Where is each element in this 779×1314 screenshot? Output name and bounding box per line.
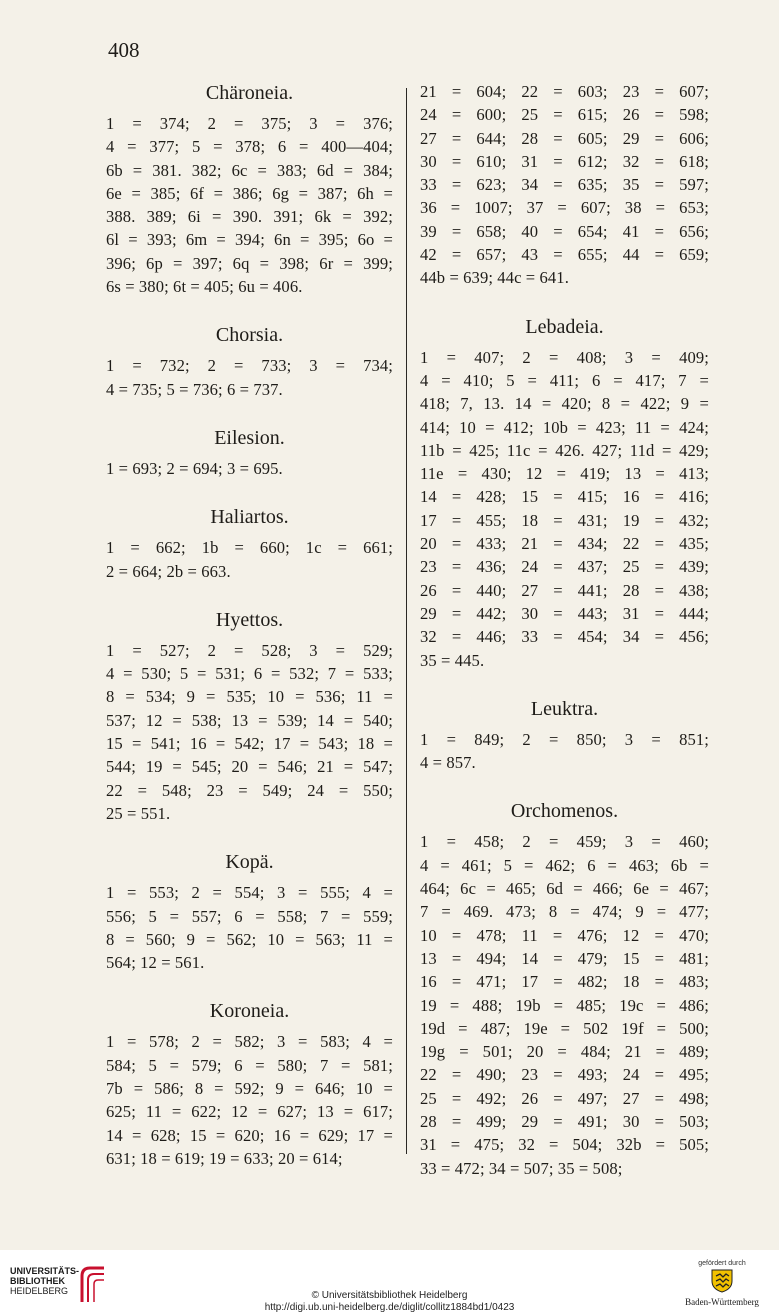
entry-line: 33 = 472; 34 = 507; 35 = 508;	[420, 1158, 623, 1178]
entry-line: 22 = 548; 23 = 549; 24 = 550;	[106, 780, 393, 800]
entry-line: 26 = 440; 27 = 441; 28 = 438;	[420, 580, 709, 600]
state-crest-icon	[705, 1267, 739, 1293]
section-title: Eilesion.	[214, 426, 285, 449]
section-gap	[106, 974, 393, 998]
entry-line: 19d = 487; 19e = 502 19f = 500;	[420, 1018, 709, 1038]
place-section	[420, 798, 709, 1179]
entry-line: 17 = 455; 18 = 431; 19 = 432;	[420, 510, 709, 530]
section-gap	[420, 290, 709, 314]
section-title: Chorsia.	[215, 324, 284, 347]
entry-line: 20 = 433; 21 = 434; 22 = 435;	[420, 534, 709, 554]
entry-line: 1 = 527; 2 = 528; 3 = 529;	[106, 640, 393, 660]
entry-line: 8 = 560; 9 = 562; 10 = 563; 11 =	[106, 929, 393, 949]
entry-block	[420, 80, 709, 290]
entry-line: 2 = 664; 2b = 663.	[106, 561, 231, 581]
footer-credits	[210, 1290, 569, 1314]
entry-line: 6l = 393; 6m = 394; 6n = 395; 6o =	[106, 230, 393, 250]
entry-line: 16 = 471; 17 = 482; 18 = 483;	[420, 972, 709, 992]
entry-line: 29 = 442; 30 = 443; 31 = 444;	[420, 603, 709, 623]
place-section	[106, 504, 393, 583]
entry-line: 1 = 849; 2 = 850; 3 = 851;	[420, 729, 709, 749]
entry-block	[106, 881, 393, 974]
entry-line: 7b = 586; 8 = 592; 9 = 646; 10 =	[106, 1079, 393, 1099]
place-section	[106, 607, 393, 825]
section-title: Leuktra.	[530, 697, 599, 720]
column-divider	[406, 88, 407, 1154]
place-section	[106, 322, 393, 401]
entry-line: 544; 19 = 545; 20 = 546; 21 = 547;	[106, 757, 393, 777]
entry-line: 24 = 600; 25 = 615; 26 = 598;	[420, 105, 709, 125]
place-section	[420, 80, 709, 290]
entry-line: 6s = 380; 6t = 405; 6u = 406.	[106, 277, 303, 297]
entry-line: 625; 11 = 622; 12 = 627; 13 = 617;	[106, 1102, 393, 1122]
entry-line: 44b = 639; 44c = 641.	[420, 268, 569, 288]
entry-line: 22 = 490; 23 = 493; 24 = 495;	[420, 1065, 709, 1085]
right-column	[420, 80, 709, 1180]
entry-line: 25 = 492; 26 = 497; 27 = 498;	[420, 1088, 709, 1108]
entry-line: 537; 12 = 538; 13 = 539; 14 = 540;	[106, 710, 393, 730]
library-name	[10, 1266, 79, 1296]
entry-block	[420, 728, 709, 775]
entry-line: 28 = 499; 29 = 491; 30 = 503;	[420, 1111, 709, 1131]
place-section	[420, 314, 709, 672]
entry-line: 30 = 610; 31 = 612; 32 = 618;	[420, 151, 709, 171]
entry-block	[106, 354, 393, 401]
entry-line: 11e = 430; 12 = 419; 13 = 413;	[420, 464, 709, 484]
entry-line: 21 = 604; 22 = 603; 23 = 607;	[420, 82, 709, 101]
entry-block	[420, 830, 709, 1179]
section-gap	[106, 401, 393, 425]
entry-block	[106, 457, 393, 480]
entry-line: 414; 10 = 412; 10b = 423; 11 = 424;	[420, 417, 709, 437]
entry-line: 14 = 428; 15 = 415; 16 = 416;	[420, 487, 709, 507]
entry-line: 33 = 623; 34 = 635; 35 = 597;	[420, 175, 709, 195]
funded-by-label: gefördert durch	[698, 1260, 746, 1267]
entry-line: 1 = 662; 1b = 660; 1c = 661;	[106, 538, 393, 558]
place-section	[106, 425, 393, 480]
library-logo-icon	[78, 1264, 108, 1304]
place-section	[106, 998, 393, 1170]
copyright-text: © Universitätsbibliothek Heidelberg	[311, 1290, 468, 1301]
entry-block	[106, 112, 393, 298]
entry-line: 35 = 445.	[420, 650, 485, 670]
entry-line: 19 = 488; 19b = 485; 19c = 486;	[420, 995, 709, 1015]
entry-line: 4 = 857.	[420, 753, 476, 773]
entry-line: 418; 7, 13. 14 = 420; 8 = 422; 9 =	[420, 394, 709, 414]
section-gap	[106, 298, 393, 322]
entry-line: 1 = 732; 2 = 733; 3 = 734;	[106, 356, 393, 376]
entry-line: 19g = 501; 20 = 484; 21 = 489;	[420, 1042, 709, 1062]
entry-line: 36 = 1007; 37 = 607; 38 = 653;	[420, 198, 709, 218]
library-line-3: HEIDELBERG	[10, 1286, 69, 1296]
entry-line: 564; 12 = 561.	[106, 953, 205, 973]
section-gap	[106, 480, 393, 504]
place-section	[106, 80, 393, 298]
entry-line: 6e = 385; 6f = 386; 6g = 387; 6h =	[106, 183, 393, 203]
section-title: Chäroneia.	[205, 82, 294, 104]
place-section	[420, 696, 709, 775]
entry-line: 464; 6c = 465; 6d = 466; 6e = 467;	[420, 879, 709, 899]
entry-line: 1 = 578; 2 = 582; 3 = 583; 4 =	[106, 1032, 393, 1052]
entry-line: 4 = 735; 5 = 736; 6 = 737.	[106, 379, 283, 399]
entry-line: 4 = 461; 5 = 462; 6 = 463; 6b =	[420, 855, 709, 875]
section-gap	[420, 774, 709, 798]
entry-line: 631; 18 = 619; 19 = 633; 20 = 614;	[106, 1148, 343, 1168]
entry-line: 39 = 658; 40 = 654; 41 = 656;	[420, 221, 709, 241]
entry-line: 1 = 458; 2 = 459; 3 = 460;	[420, 832, 709, 852]
source-url[interactable]: http://digi.ub.uni-heidelberg.de/diglit/collitz1884bd1/0423	[264, 1302, 515, 1313]
entry-line: 31 = 475; 32 = 504; 32b = 505;	[420, 1135, 709, 1155]
library-line-1: UNIVERSITÄTS-	[10, 1266, 80, 1276]
entry-line: 1 = 374; 2 = 375; 3 = 376;	[106, 114, 393, 133]
entry-line: 1 = 553; 2 = 554; 3 = 555; 4 =	[106, 883, 393, 903]
entry-line: 396; 6p = 397; 6q = 398; 6r = 399;	[106, 253, 393, 273]
entry-line: 7 = 469. 473; 8 = 474; 9 = 477;	[420, 902, 709, 922]
section-gap	[106, 825, 393, 849]
entry-line: 11b = 425; 11c = 426. 427; 11d = 429;	[420, 440, 709, 460]
entry-line: 584; 5 = 579; 6 = 580; 7 = 581;	[106, 1055, 393, 1075]
entry-line: 13 = 494; 14 = 479; 15 = 481;	[420, 948, 709, 968]
entry-line: 1 = 693; 2 = 694; 3 = 695.	[106, 458, 283, 478]
entry-line: 10 = 478; 11 = 476; 12 = 470;	[420, 925, 709, 945]
page-number: 408	[108, 38, 140, 62]
entry-line: 8 = 534; 9 = 535; 10 = 536; 11 =	[106, 687, 393, 707]
entry-line: 1 = 407; 2 = 408; 3 = 409;	[420, 347, 709, 367]
entry-block	[106, 1030, 393, 1170]
entry-line: 6b = 381. 382; 6c = 383; 6d = 384;	[106, 160, 393, 180]
entry-line: 4 = 530; 5 = 531; 6 = 532; 7 = 533;	[106, 664, 393, 684]
entry-block	[420, 346, 709, 672]
entry-line: 15 = 541; 16 = 542; 17 = 543; 18 =	[106, 734, 393, 754]
section-gap	[106, 583, 393, 607]
entry-line: 388. 389; 6i = 390. 391; 6k = 392;	[106, 207, 393, 227]
section-title: Haliartos.	[210, 506, 289, 529]
section-gap	[420, 672, 709, 696]
entry-line: 42 = 657; 43 = 655; 44 = 659;	[420, 245, 709, 265]
entry-line: 14 = 628; 15 = 620; 16 = 629; 17 =	[106, 1125, 393, 1145]
library-line-2: BIBLIOTHEK	[10, 1276, 65, 1286]
funder-name: Baden-Württemberg	[685, 1297, 759, 1307]
funder-block	[677, 1260, 767, 1307]
entry-line: 25 = 551.	[106, 803, 171, 823]
section-title: Lebadeia.	[525, 315, 604, 338]
entry-line: 4 = 410; 5 = 411; 6 = 417; 7 =	[420, 370, 709, 390]
entry-line: 4 = 377; 5 = 378; 6 = 400—404;	[106, 137, 393, 157]
section-title: Orchomenos.	[510, 800, 619, 823]
entry-line: 556; 5 = 557; 6 = 558; 7 = 559;	[106, 906, 393, 926]
entry-line: 32 = 446; 33 = 454; 34 = 456;	[420, 627, 709, 647]
entry-line: 27 = 644; 28 = 605; 29 = 606;	[420, 128, 709, 148]
left-column	[106, 80, 393, 1170]
entry-block	[106, 536, 393, 583]
entry-block	[106, 639, 393, 825]
section-title: Koroneia.	[209, 1000, 290, 1023]
place-section	[106, 849, 393, 974]
entry-line: 23 = 436; 24 = 437; 25 = 439;	[420, 557, 709, 577]
section-title: Kopä.	[225, 851, 274, 874]
section-title: Hyettos.	[215, 608, 284, 631]
footer	[0, 1250, 779, 1314]
